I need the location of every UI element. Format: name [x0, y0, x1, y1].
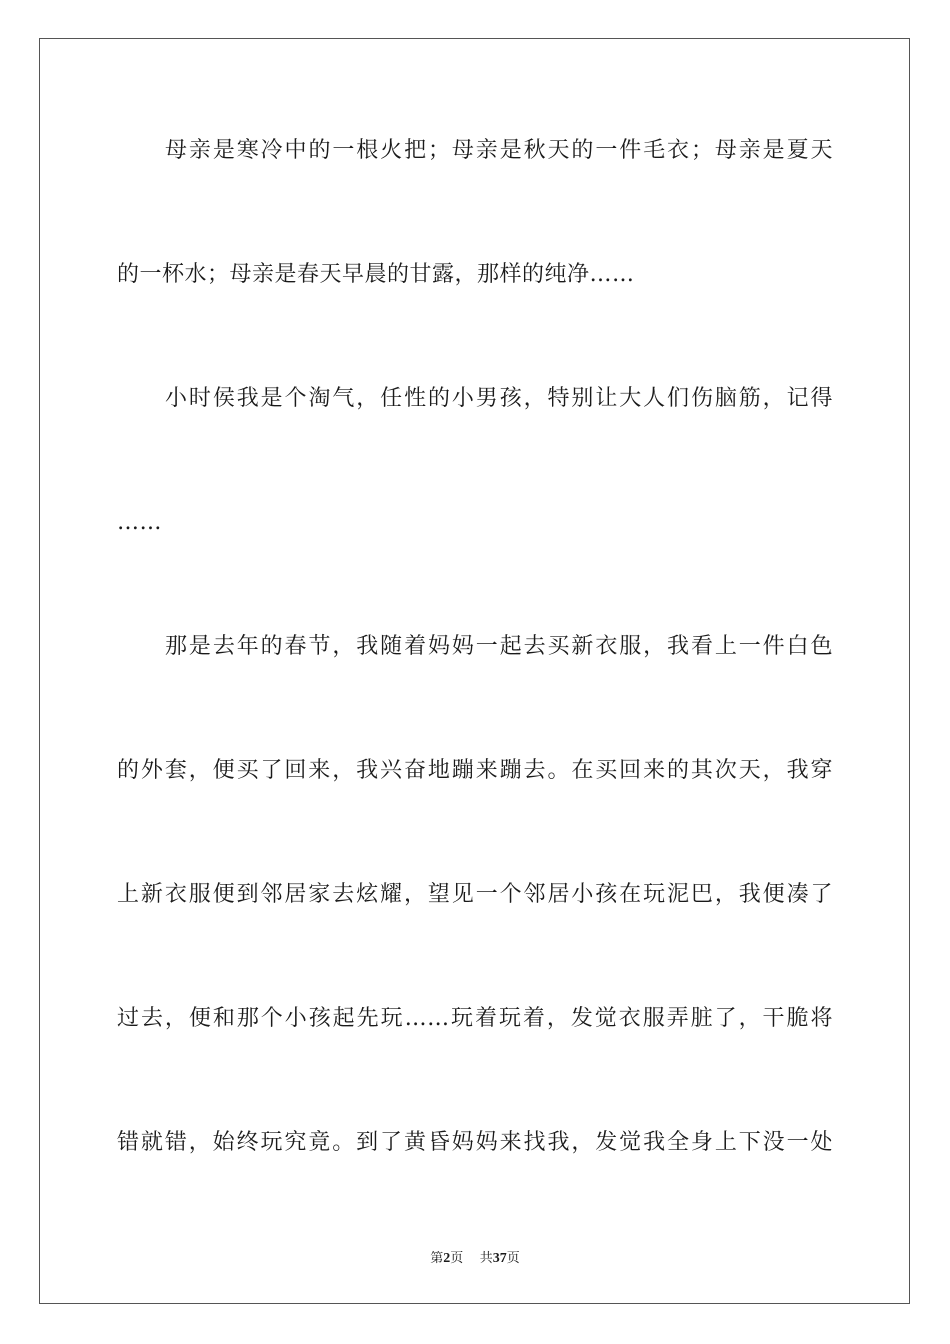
page-suffix: 页	[450, 1251, 464, 1266]
page-frame	[39, 38, 910, 1304]
total-suffix: 页	[506, 1251, 520, 1266]
page-footer	[0, 1247, 950, 1267]
paragraph-line: 母亲是寒冷中的一根火把；母亲是秋天的一件毛衣；母亲是夏天	[165, 138, 833, 163]
page-prefix: 第	[430, 1251, 444, 1266]
total-prefix: 共	[479, 1251, 493, 1266]
paragraph-line: 过去，便和那个小孩起先玩……玩着玩着，发觉衣服弄脏了，干脆将	[117, 1006, 833, 1031]
paragraph-line: 那是去年的春节，我随着妈妈一起去买新衣服，我看上一件白色	[165, 634, 833, 659]
paragraph-line: 的一杯水；母亲是春天早晨的甘露，那样的纯净……	[117, 262, 635, 287]
paragraph-line: 的外套，便买了回来，我兴奋地蹦来蹦去。在买回来的其次天，我穿	[117, 758, 833, 783]
total-pages: 37	[492, 1251, 507, 1266]
paragraph-line: 上新衣服便到邻居家去炫耀，望见一个邻居小孩在玩泥巴，我便凑了	[117, 882, 833, 907]
page-number: 2	[443, 1251, 451, 1266]
paragraph-line: 错就错，始终玩究竟。到了黄昏妈妈来找我，发觉我全身上下没一处	[117, 1130, 833, 1155]
paragraph-line: 小时侯我是个淘气，任性的小男孩，特别让大人们伤脑筋，记得	[165, 386, 833, 411]
paragraph-line: ……	[117, 510, 162, 535]
